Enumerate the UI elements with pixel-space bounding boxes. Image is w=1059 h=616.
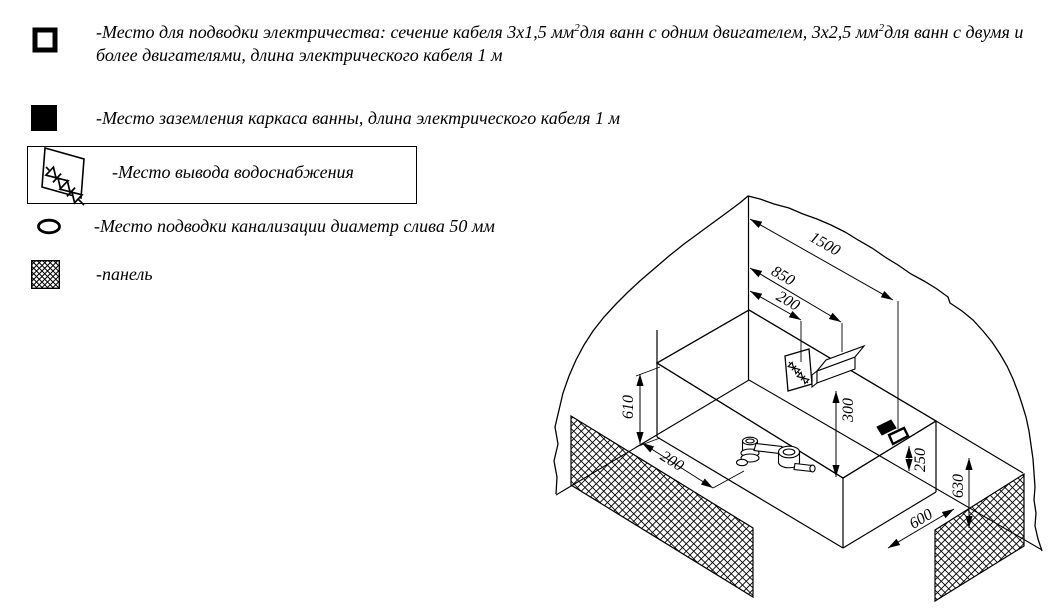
legend-text: более двигателями, длина электрического кабеля 1 м bbox=[96, 45, 503, 65]
sewer-point-ellipse bbox=[737, 459, 748, 465]
svg-text:630: 630 bbox=[949, 474, 967, 498]
dimension-850 bbox=[750, 263, 841, 322]
dimension-300 bbox=[836, 391, 857, 477]
legend-text: -Место для подводки электричества: сечение кабеля 3х1,5 мм bbox=[96, 22, 575, 42]
legend-text: -панель bbox=[96, 264, 153, 284]
dimension-250 bbox=[909, 446, 929, 472]
svg-text:850: 850 bbox=[768, 262, 798, 290]
panel-left bbox=[571, 416, 753, 597]
svg-text:300: 300 bbox=[839, 398, 857, 422]
legend-text: -Место вывода водоснабжения bbox=[112, 162, 354, 182]
legend-text: для ванн с двумя и bbox=[884, 22, 1024, 42]
svg-text:600: 600 bbox=[906, 505, 936, 533]
panel-right bbox=[935, 474, 1024, 601]
svg-text:250: 250 bbox=[911, 448, 929, 472]
dimension-610 bbox=[620, 367, 660, 447]
floor-edge-right bbox=[749, 380, 1042, 550]
water-supply-wall-symbol bbox=[785, 349, 812, 391]
superscript: 2 bbox=[574, 22, 580, 34]
legend-text: для ванн с одним двигателем, 3х2,5 мм bbox=[579, 22, 879, 42]
legend-text: -Место заземления каркаса ванны, длина электрического кабеля 1 м bbox=[96, 108, 621, 128]
svg-text:200: 200 bbox=[657, 447, 687, 475]
legend-text: -Место подводки канализации диаметр слива 50 мм bbox=[94, 216, 495, 236]
drain-siphon bbox=[737, 437, 816, 472]
svg-text:200: 200 bbox=[773, 287, 803, 315]
svg-text:610: 610 bbox=[619, 395, 637, 419]
superscript: 2 bbox=[878, 22, 885, 34]
dimension-1500 bbox=[750, 219, 893, 300]
svg-text:1500: 1500 bbox=[806, 228, 843, 260]
